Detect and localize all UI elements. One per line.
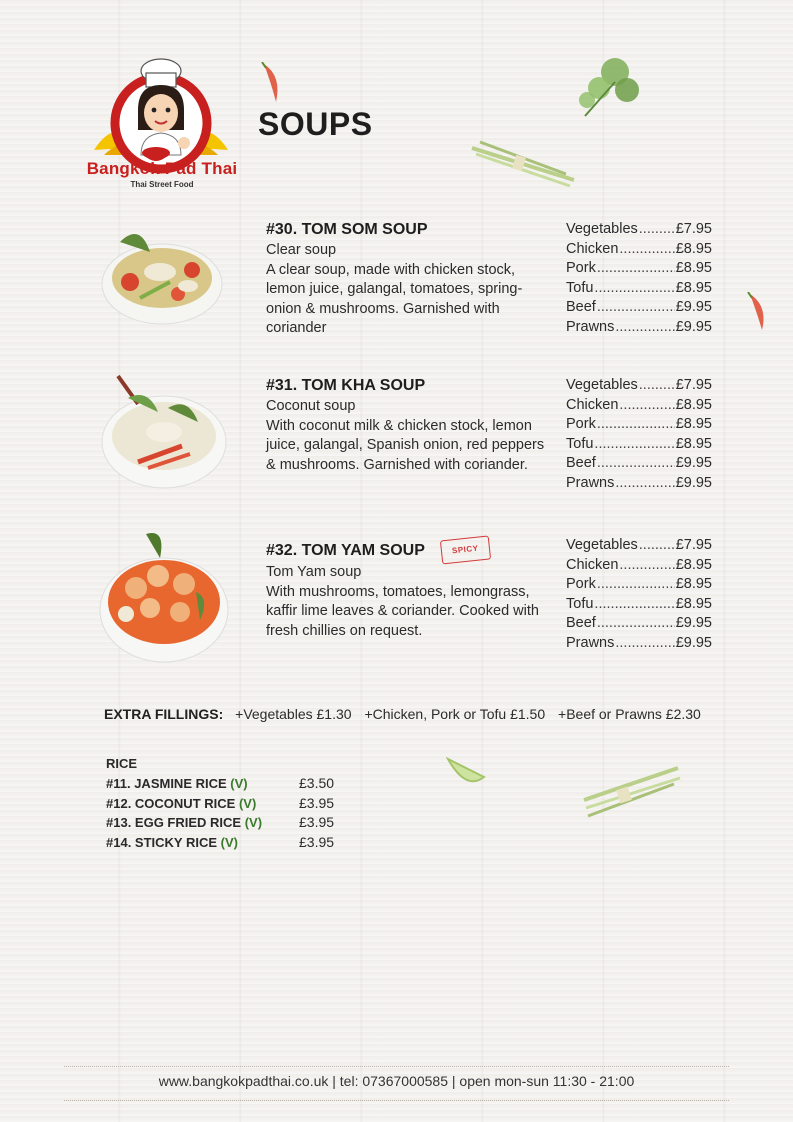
brand	[84, 159, 240, 189]
extra-item: +Beef or Prawns £2.30	[558, 706, 701, 722]
extra-item: +Vegetables £1.30	[235, 706, 352, 722]
footer-divider	[64, 1066, 729, 1067]
veg-marker: (V)	[238, 795, 257, 811]
price-row: Tofu ..... £8.95	[566, 435, 712, 455]
dish-description: With mushrooms, tomatoes, lemongrass, kaffir lime leaves & coriander. Cooked with fresh chillies on request.	[266, 583, 539, 639]
rice-name: #14. STICKY RICE	[106, 834, 218, 850]
page-title: SOUPS	[258, 106, 373, 142]
rice-name: #11. JASMINE RICE	[106, 776, 227, 791]
price-row: Pork ..... £8.95	[566, 259, 712, 279]
footer-divider	[64, 1100, 729, 1101]
tom-kha-soup-image	[98, 368, 228, 496]
extra-item: +Chicken, Pork or Tofu £1.50	[364, 706, 546, 722]
price-row: Beef ..... £9.95	[566, 298, 712, 318]
price-row: Vegetables ..... £7.95	[566, 536, 712, 556]
price-list-tom-kha	[566, 376, 712, 493]
rice-price: £3.95	[299, 814, 335, 830]
rice-item	[106, 813, 334, 833]
coriander-icon	[575, 52, 655, 122]
brand-tagline: Thai Street Food	[130, 180, 194, 189]
price-row: Beef ..... £9.95	[566, 454, 712, 474]
dish-tom-som-soup	[266, 220, 556, 339]
spicy-badge: SPICY	[440, 536, 491, 565]
extra-fillings-label: EXTRA FILLINGS:	[104, 706, 224, 722]
veg-marker: (V)	[230, 776, 248, 791]
price-row: Chicken ..... £8.95	[566, 240, 712, 260]
price-list-tom-som	[566, 220, 712, 337]
rice-name: #12. COCONUT RICE	[106, 795, 236, 811]
chilli-icon	[258, 62, 284, 106]
rice-item	[106, 833, 334, 853]
rice-section	[106, 756, 334, 852]
dish-description: A clear soup, made with chicken stock, lemon juice, galangal, tomatoes, spring-onion & mushrooms. Garnished with coriander	[266, 261, 523, 336]
rice-price: £3.50	[299, 775, 335, 791]
dish-tom-yam-soup	[266, 538, 556, 641]
price-row: Vegetables ..... £7.95	[566, 220, 712, 240]
lemongrass-icon	[582, 760, 682, 822]
price-list-tom-yam	[566, 536, 712, 653]
rice-item	[106, 774, 334, 794]
dish-subtitle: Clear soup	[266, 242, 337, 258]
lime-icon	[446, 755, 486, 785]
price-row: Pork ..... £8.95	[566, 415, 712, 435]
veg-marker: (V)	[244, 815, 263, 830]
lemongrass-icon	[470, 138, 578, 190]
price-row: Prawns ..... £9.95	[566, 318, 712, 338]
price-row: Prawns ..... £9.95	[566, 474, 712, 494]
dish-title	[266, 538, 556, 562]
rice-name: #13. EGG FRIED RICE	[106, 815, 242, 830]
dish-title-text: #32. TOM YAM SOUP	[266, 542, 425, 559]
rice-item	[106, 794, 334, 814]
dish-subtitle: Tom Yam soup	[266, 564, 362, 580]
rice-price: £3.95	[299, 833, 335, 850]
tom-yam-soup-image	[96, 528, 231, 668]
veg-marker: (V)	[220, 834, 238, 850]
chilli-icon	[744, 292, 770, 334]
rice-price: £3.95	[299, 794, 335, 811]
dish-title: #31. TOM KHA SOUP	[266, 377, 426, 394]
footer-contact: www.bangkokpadthai.co.uk | tel: 07367000585 | open mon-sun 11:30 - 21:00	[158, 1073, 635, 1089]
brand-name: Bangkok Pad Thai	[86, 159, 238, 178]
price-row: Beef ..... £9.95	[566, 614, 712, 634]
rice-heading: RICE	[106, 756, 138, 771]
price-row: Prawns ..... £9.95	[566, 634, 712, 654]
price-row: Pork ..... £8.95	[566, 575, 712, 595]
tom-som-soup-image	[100, 222, 225, 327]
price-row: Chicken ..... £8.95	[566, 556, 712, 576]
price-row: Tofu ..... £8.95	[566, 279, 712, 299]
price-row: Vegetables ..... £7.95	[566, 376, 712, 396]
dish-subtitle: Coconut soup	[266, 398, 356, 414]
dish-description: With coconut milk & chicken stock, lemon juice, galangal, Spanish onion, red peppers & mushrooms. Garnished with coriander.	[266, 417, 545, 473]
dish-title: #30. TOM SOM SOUP	[266, 221, 428, 238]
extra-fillings	[104, 706, 710, 722]
dish-tom-kha-soup	[266, 376, 556, 475]
price-row: Tofu ..... £8.95	[566, 595, 712, 615]
price-row: Chicken ..... £8.95	[566, 396, 712, 416]
